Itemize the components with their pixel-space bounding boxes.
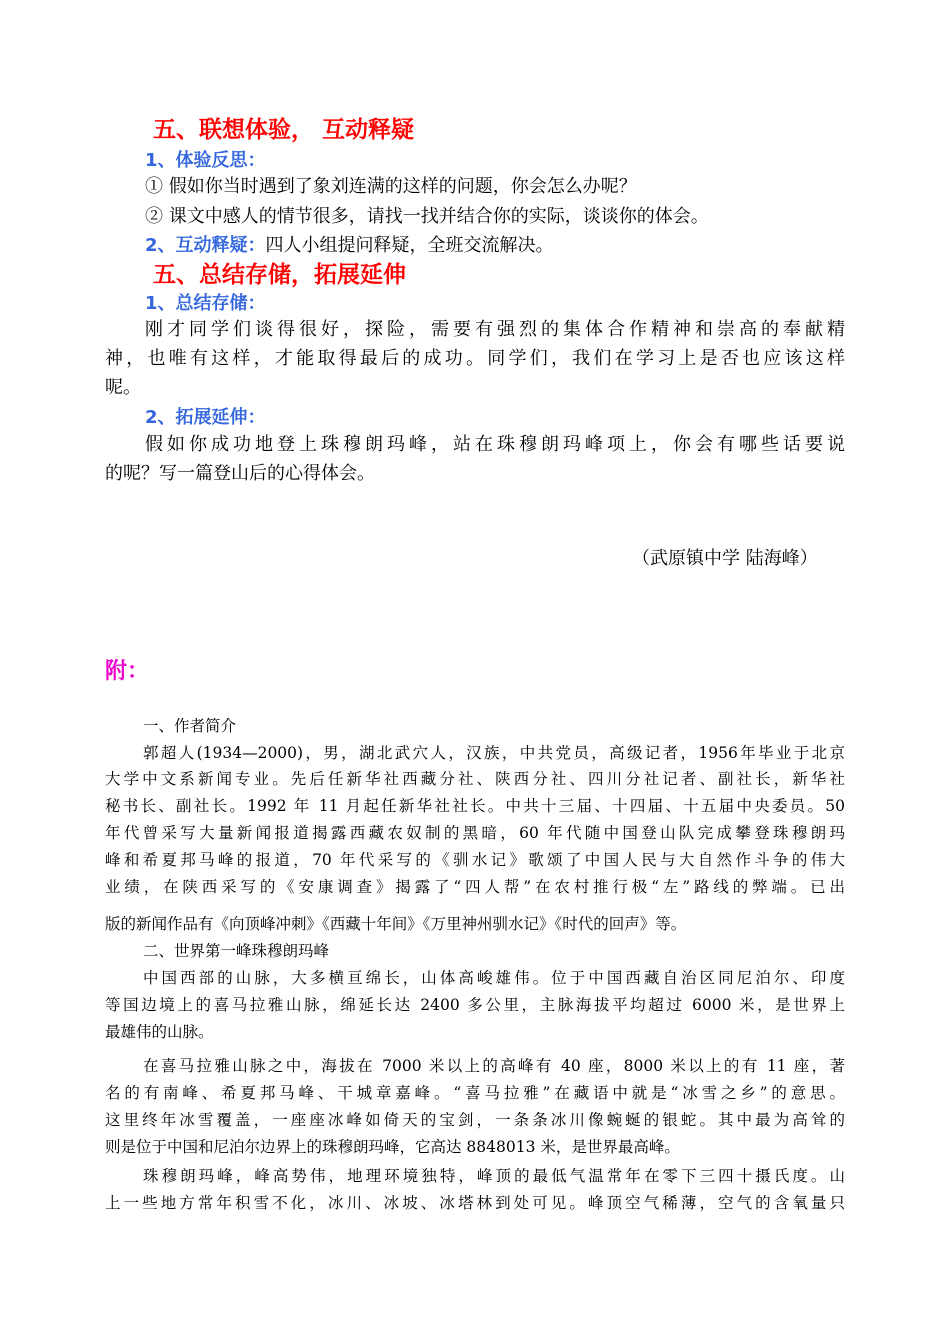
everest-paragraph-1-line: 最雄伟的山脉。 (105, 1023, 214, 1041)
author-intro-line: 峰和希夏邦马峰的报道，70 年代采写的《驯水记》歌颂了中国人民与大自然作斗争的伟大 (105, 851, 845, 869)
everest-paragraph-2-line: 则是位于中国和尼泊尔边界上的珠穆朗玛峰，它高达 8848013 米，是世界最高峰。 (105, 1138, 680, 1156)
everest-paragraph-2-line: 名的有南峰、希夏邦马峰、干城章嘉峰。“喜马拉雅”在藏语中就是“冰雪之乡”的意思。 (105, 1084, 845, 1102)
question-1: ① 假如你当时遇到了象刘连满的这样的问题，你会怎么办呢？ (145, 176, 637, 197)
everest-paragraph-1-line: 等国边境上的喜马拉雅山脉，绵延长达 2400 多公里，主脉海拔平均超过 6000 米，是世界上 (105, 996, 845, 1014)
subheading-interactive-clarification: 2、互动释疑： (145, 235, 266, 256)
extension-paragraph-line: 假如你成功地登上珠穆朗玛峰，站在珠穆朗玛峰项上，你会有哪些话要说 (145, 434, 845, 455)
appendix-heading-author: 一、作者简介 (143, 717, 237, 735)
appendix-heading-everest: 二、世界第一峰珠穆朗玛峰 (143, 942, 330, 960)
section-heading-association: 五、联想体验， 互动释疑 (153, 117, 415, 143)
summary-paragraph-line: 刚才同学们谈得很好，探险，需要有强烈的集体合作精神和崇高的奉献精 (145, 319, 845, 340)
author-intro-line: 大学中文系新闻专业。先后任新华社西藏分社、陕西分社、四川分社记者、副社长，新华社 (105, 770, 845, 788)
summary-paragraph-line: 呢。 (105, 377, 141, 398)
extension-paragraph-line: 的呢？写一篇登山后的心得体会。 (105, 463, 375, 484)
author-intro-line: 年代曾采写大量新闻报道揭露西藏农奴制的黑暗，60 年代随中国登山队完成攀登珠穆朗玛 (105, 824, 845, 842)
author-intro-line: 秘书长、副社长。1992 年 11 月起任新华社社长。中共十三届、十四届、十五届中央委员。50 (105, 797, 845, 815)
author-intro-line: 业绩，在陕西采写的《安康调查》揭露了“四人帮”在农村推行极“左”路线的弊端。已出 (105, 878, 845, 896)
author-signature: （武原镇中学 陆海峰） (632, 548, 818, 569)
subheading-summary-storage: 1、总结存储： (145, 293, 266, 314)
section-heading-summary: 五、总结存储，拓展延伸 (153, 262, 406, 288)
everest-paragraph-3-line: 珠穆朗玛峰，峰高势伟，地理环境独特，峰顶的最低气温常年在零下三四十摄氏度。山 (143, 1167, 845, 1185)
interactive-clarification-line (145, 237, 554, 255)
author-intro-line: 郭超人(1934—2000)，男，湖北武穴人，汉族，中共党员，高级记者，1956年毕业于北京 (143, 744, 845, 762)
subheading-extension: 2、拓展延伸： (145, 407, 266, 428)
summary-paragraph-line: 神，也唯有这样，才能取得最后的成功。同学们，我们在学习上是否也应该这样 (105, 348, 845, 369)
appendix-label: 附： (105, 659, 150, 684)
everest-paragraph-1-line: 中国西部的山脉，大多横亘绵长，山体高峻雄伟。位于中国西藏自治区同尼泊尔、印度 (143, 969, 845, 987)
interactive-clarification-text: 四人小组提问释疑，全班交流解决。 (265, 235, 554, 256)
question-2: ② 课文中感人的情节很多，请找一找并结合你的实际，谈谈你的体会。 (145, 206, 709, 227)
subheading-experience-reflection: 1、体验反思： (145, 150, 266, 171)
everest-paragraph-2-line: 这里终年冰雪覆盖，一座座冰峰如倚天的宝剑，一条条冰川像蜿蜒的银蛇。其中最为高耸的 (105, 1111, 845, 1129)
everest-paragraph-3-line: 上一些地方常年积雪不化，冰川、冰坡、冰塔林到处可见。峰顶空气稀薄，空气的含氧量只 (105, 1194, 845, 1212)
author-intro-line: 版的新闻作品有《向顶峰冲刺》《西藏十年间》《万里神州驯水记》《时代的回声》等。 (105, 915, 687, 933)
everest-paragraph-2-line: 在喜马拉雅山脉之中，海拔在 7000 米以上的高峰有 40 座，8000 米以上的有 11 座，著 (143, 1057, 845, 1075)
